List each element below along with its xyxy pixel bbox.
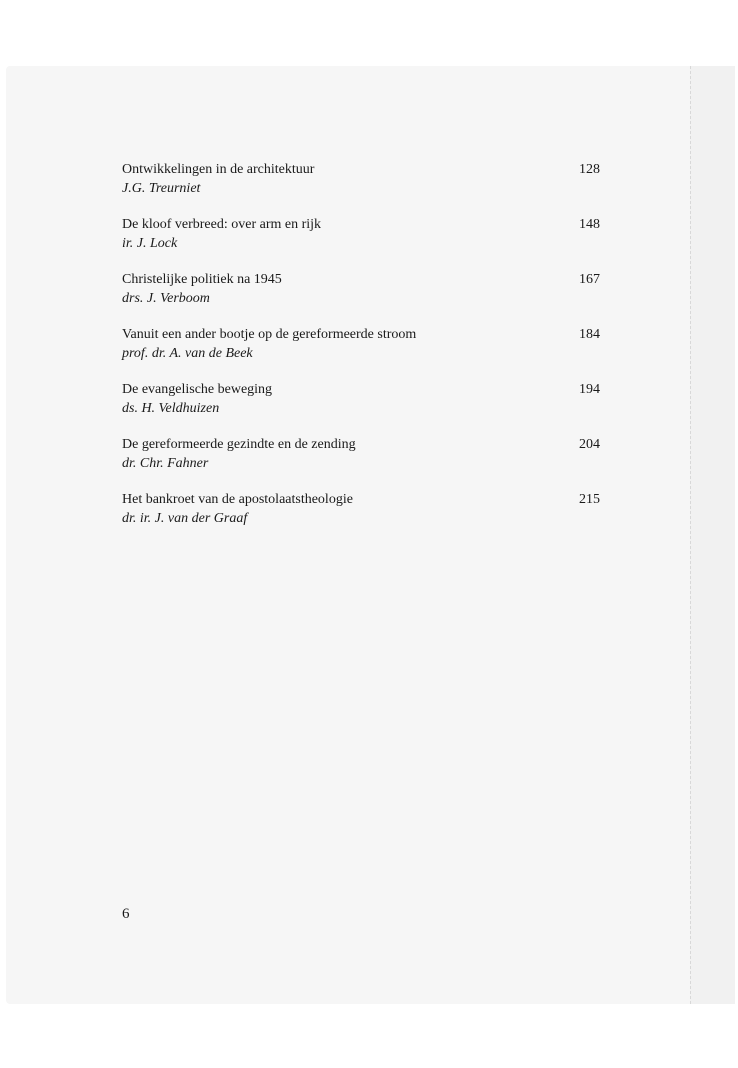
toc-entry-title: De kloof verbreed: over arm en rijk (122, 217, 322, 232)
toc-entry-page: 128 (579, 162, 600, 177)
scanned-page (6, 66, 734, 1004)
toc-entry (122, 380, 600, 435)
toc-entry-page: 184 (579, 327, 600, 342)
toc-entry (122, 325, 600, 380)
toc-entry-author: drs. J. Verboom (122, 291, 210, 306)
toc-entry-page: 148 (579, 217, 600, 232)
toc-entry-author: ds. H. Veldhuizen (122, 401, 220, 416)
toc-entry-title: Het bankroet van de apostolaatstheologie (122, 492, 353, 507)
toc-entry-title: Vanuit een ander bootje op de gereformeerde stroom (122, 327, 417, 342)
page-fold-edge (690, 66, 735, 1004)
toc-entry-page: 215 (579, 492, 600, 507)
toc-entry (122, 270, 600, 325)
toc-entry (122, 435, 600, 490)
toc-entry (122, 215, 600, 270)
toc-entry-page: 204 (579, 437, 600, 452)
toc-entry (122, 160, 600, 215)
toc-entry-author: dr. ir. J. van der Graaf (122, 511, 248, 526)
toc-entry-title: De gereformeerde gezindte en de zending (122, 437, 356, 452)
table-of-contents (122, 160, 600, 545)
toc-entry-author: dr. Chr. Fahner (122, 456, 209, 471)
toc-entry-title: Ontwikkelingen in de architektuur (122, 162, 315, 177)
toc-entry-author: ir. J. Lock (122, 236, 178, 251)
toc-entry (122, 490, 600, 545)
page-number: 6 (122, 906, 130, 922)
toc-entry-title: De evangelische beweging (122, 382, 273, 397)
toc-entry-title: Christelijke politiek na 1945 (122, 272, 282, 287)
toc-entry-author: prof. dr. A. van de Beek (122, 346, 253, 361)
toc-entry-page: 167 (579, 272, 600, 287)
toc-entry-author: J.G. Treurniet (122, 181, 201, 196)
toc-entry-page: 194 (579, 382, 600, 397)
